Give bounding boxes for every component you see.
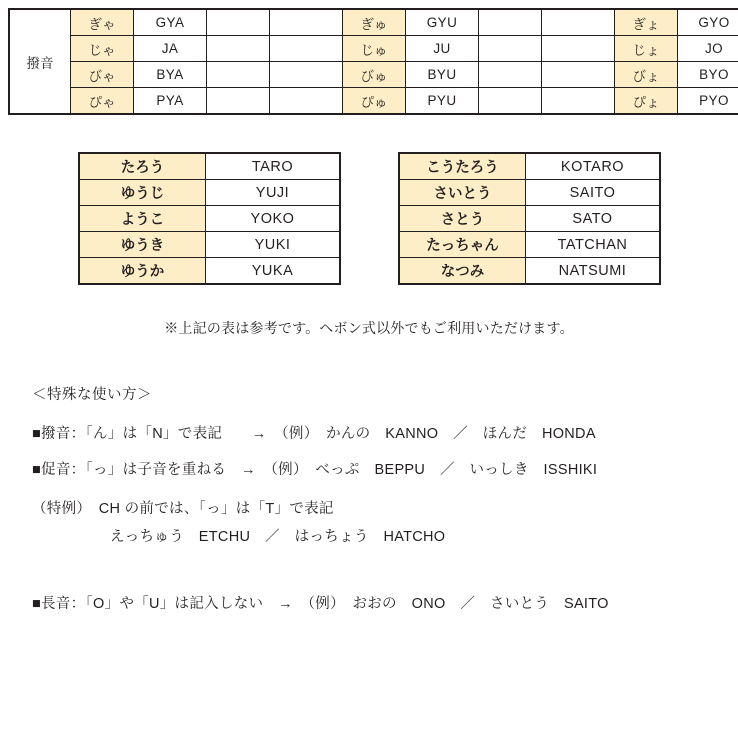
table-row	[399, 180, 660, 206]
name-romaji-cell: SATO	[526, 206, 661, 232]
table-row	[9, 36, 738, 62]
kana-cell: じゃ	[71, 36, 134, 62]
kana-cell: じょ	[615, 36, 678, 62]
empty-cell	[270, 88, 343, 115]
table-row	[9, 9, 738, 36]
exception-title: （特例） CH の前では、「っ」は「T」で表記	[32, 500, 334, 517]
empty-cell	[270, 9, 343, 36]
kana-cell: びゃ	[71, 62, 134, 88]
empty-cell	[542, 9, 615, 36]
rule-sokuon: ■促音：「っ」は子音を重ねる → （例） べっぷ BEPPU ／ いっしき ISSHIKI	[32, 462, 598, 478]
romaji-cell: JU	[406, 36, 479, 62]
name-romaji-cell: SAITO	[526, 180, 661, 206]
rule-hatsuon: ■撥音：「ん」は「N」で表記 → （例） かんの KANNO ／ ほんだ HONDA	[32, 425, 596, 442]
empty-cell	[542, 62, 615, 88]
table-row	[9, 62, 738, 88]
empty-cell	[270, 36, 343, 62]
empty-cell	[207, 36, 270, 62]
table-row	[79, 180, 340, 206]
empty-cell	[542, 36, 615, 62]
youon-row-label: 撥音	[9, 9, 71, 114]
name-romaji-cell: YUKA	[206, 258, 341, 285]
special-usage-section	[32, 388, 722, 611]
kana-cell: ぴゃ	[71, 88, 134, 115]
name-kana-cell: たっちゃん	[399, 232, 526, 258]
youon-table	[8, 8, 738, 115]
name-kana-cell: ゆうか	[79, 258, 206, 285]
empty-cell	[207, 62, 270, 88]
name-table-left	[78, 152, 341, 285]
romaji-cell: GYA	[134, 9, 207, 36]
name-romaji-cell: TARO	[206, 153, 341, 180]
romaji-cell: GYO	[678, 9, 738, 36]
romaji-cell: BYO	[678, 62, 738, 88]
table-row	[399, 206, 660, 232]
table-row	[9, 88, 738, 115]
table-row	[79, 232, 340, 258]
romaji-cell: JA	[134, 36, 207, 62]
special-usage-heading: ＜特殊な使い方＞	[32, 387, 152, 403]
name-kana-cell: なつみ	[399, 258, 526, 285]
empty-cell	[207, 88, 270, 115]
name-romaji-cell: NATSUMI	[526, 258, 661, 285]
empty-cell	[270, 62, 343, 88]
empty-cell	[207, 9, 270, 36]
table-row	[399, 258, 660, 285]
table-row	[79, 153, 340, 180]
empty-cell	[479, 62, 542, 88]
table-row	[399, 153, 660, 180]
kana-cell: ぎょ	[615, 9, 678, 36]
name-romaji-cell: TATCHAN	[526, 232, 661, 258]
name-romaji-cell: YUJI	[206, 180, 341, 206]
table-row	[399, 232, 660, 258]
reference-note: ※上記の表は参考です。ヘボン式以外でもご利用いただけます。	[164, 320, 574, 336]
name-kana-cell: ゆうき	[79, 232, 206, 258]
name-kana-cell: ようこ	[79, 206, 206, 232]
rule-choon: ■長音：「O」や「U」は記入しない → （例） おおの ONO ／ さいとう SAITO	[32, 595, 609, 612]
empty-cell	[542, 88, 615, 115]
kana-cell: びょ	[615, 62, 678, 88]
name-kana-cell: さいとう	[399, 180, 526, 206]
romaji-cell: BYU	[406, 62, 479, 88]
kana-cell: びゅ	[343, 62, 406, 88]
romaji-cell: JO	[678, 36, 738, 62]
table-row	[79, 206, 340, 232]
name-romaji-cell: YOKO	[206, 206, 341, 232]
kana-cell: ぎゃ	[71, 9, 134, 36]
romaji-cell: PYU	[406, 88, 479, 115]
empty-cell	[479, 9, 542, 36]
name-romaji-cell: YUKI	[206, 232, 341, 258]
romaji-cell: PYA	[134, 88, 207, 115]
name-kana-cell: こうたろう	[399, 153, 526, 180]
exception-examples: えっちゅう ETCHU ／ はっちょう HATCHO	[110, 529, 446, 545]
table-row	[79, 258, 340, 285]
name-kana-cell: ゆうじ	[79, 180, 206, 206]
empty-cell	[479, 88, 542, 115]
name-kana-cell: たろう	[79, 153, 206, 180]
name-kana-cell: さとう	[399, 206, 526, 232]
kana-cell: ぴゅ	[343, 88, 406, 115]
name-romaji-cell: KOTARO	[526, 153, 661, 180]
kana-cell: ぴょ	[615, 88, 678, 115]
empty-cell	[479, 36, 542, 62]
kana-cell: じゅ	[343, 36, 406, 62]
kana-cell: ぎゅ	[343, 9, 406, 36]
romaji-cell: GYU	[406, 9, 479, 36]
romaji-cell: BYA	[134, 62, 207, 88]
name-table-right	[398, 152, 661, 285]
romaji-cell: PYO	[678, 88, 738, 115]
youon-table-container	[8, 8, 730, 115]
